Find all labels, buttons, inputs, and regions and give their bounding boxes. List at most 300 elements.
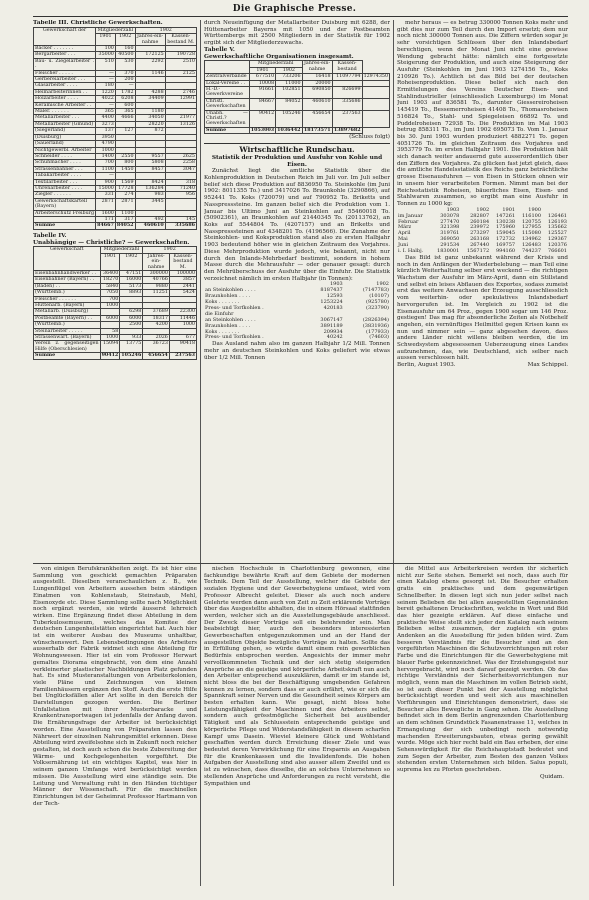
table5-row-sum-cell: Summe: [205, 127, 250, 133]
months-cell: 260184: [470, 218, 490, 225]
table3-row-cell: —: [96, 102, 116, 108]
table4-row-cell: (Baden) . .: [34, 283, 101, 289]
table4-row-cell: 6298: [120, 309, 143, 315]
table3-row-cell: 35000: [96, 52, 116, 58]
months-cell: 263168: [470, 236, 490, 243]
table4-row-cell: 1000: [169, 322, 196, 328]
table5-col-header: Mitgliederzahl: [249, 61, 302, 67]
table3-row: [34, 58, 197, 70]
table3-row-cell: 2125: [165, 70, 196, 76]
table5-row-cell: 11097794: [332, 74, 362, 80]
months-cell: 1830001: [437, 248, 460, 255]
table3-label: Tabelle III.: [33, 20, 69, 26]
table3-col-header: Gewerkschaft der: [34, 27, 96, 45]
table4-col-header: 1901: [100, 253, 120, 270]
table5-row-cell: Lokal-Vereine . .: [205, 80, 250, 86]
table4-row-cell: 7050: [100, 290, 120, 296]
table4-col-header: Mitgliederzahl: [100, 247, 143, 253]
trade-cell: 8187437: [320, 287, 343, 294]
table3-row-cell: 100: [96, 46, 116, 52]
section-divider: [33, 563, 568, 564]
table3-row-cell: 4288: [135, 89, 165, 95]
table3-row-cell: (Duisburg): [34, 134, 96, 140]
trade-cell: (2826394): [362, 316, 389, 323]
table3-row-cell: 983: [135, 192, 165, 198]
table3-row-cell: 1180: [135, 109, 165, 115]
table3-row-cell: Arbeiterschutz Freiburg: [35, 210, 95, 216]
table3-row-cell: 4400: [96, 115, 116, 121]
right-top-text: mehr heraus — es betrug 330000 Tonnen Koks mehr und gibt dies nur zum Teil durch den Import ersetzt; dem nur noch nicht 300000 Tonnen aus. Die Ziffern würden sogar je sehr vorsichtigen Schlüssen über den Inlandsbedarf berechtigen, wenn der Monat Juni nicht eine gewisse Wendung gebracht hätte: nämlich eine fortgesetzte Steigerung der Produktion, und auch eine Steigerung der Ausfuhr (Steinkohlen im Juni 1903 1274156 To., Koks 210926 To.). Achtlich ist das Bild bei der deutschen Roheisenproduktion. Diese belief sich nach den Ermittelungen des Vereins Deutscher Eisen- und Stahlindustrieller (einschliesslich Luxemburgs) im Monat Juni 1903 auf 836581 To., darunter Giessereiroheisen 145419 To., Bessemerroheisen 41408 To., Thomasroheisen 516824 To., Stahl- und Spiegeleisen 66892 To. und Puddelroheisen 72938 To. Die Produktion im Mai 1903 betrug 858311 To., im Juni 1902 695073 To. Vom 1. Januar bis 30. Juni 1903 wurden produziert 4882271 To. gegen 4051726 To. im gleichen Zeitraum des Vorjahres und 3953779 To. im ersten Halbjahr 1901. Die Produktion hält sich danach weiter andauernd gute ausserordentlich über den Ziffern des Vorjahres. Zu glücken fast jetzt gleich, dass die amtliche Handelsstatistik des Reichs ganz beträchtliche grosse Eisenausfuhren — von Eisen in Stücken ohnen wir in unsem hier verarbeiteten Formen. Nimmt man bei der Reichsstatistik Roheisen, bäuerliches Eisen, Eisen- und Stahlwaren zusammen, so ergibt man eine Ausfuhr in Tonnen zu 1000 kg:: [397, 20, 568, 207]
bottom-middle-column: [204, 566, 390, 886]
table3-row-sum-cell: 335686: [165, 223, 196, 229]
months-cell: 994160: [496, 248, 516, 255]
table5-row-cell: 84052: [276, 98, 302, 110]
table5-row: [205, 98, 390, 110]
table3-row-cell: 2292: [135, 58, 165, 70]
table4-row-cell: 8893: [120, 290, 143, 296]
table3-row-cell: 21977: [165, 115, 196, 121]
table4-row-cell: (Württemb.): [34, 322, 101, 328]
table4-row-cell: 47151: [120, 271, 143, 277]
table5-row: [205, 87, 390, 99]
table4-label: Tabelle IV.: [33, 232, 67, 239]
table5-row-cell: 460610: [302, 98, 332, 110]
table4-row-cell: 1000: [100, 303, 120, 309]
table4: [33, 246, 197, 359]
table3-row-cell: 370: [115, 70, 135, 76]
table5-row-cell: 91661: [249, 87, 275, 99]
right-column: [397, 20, 568, 560]
table3-row-cell: 9557: [135, 153, 165, 159]
months-cell: 115080: [521, 230, 542, 237]
months-cell: 277470: [440, 218, 460, 225]
table5-row-cell: 733206: [276, 74, 302, 80]
table4-row-cell: 58: [100, 328, 120, 334]
table3-row-cell: Bäcker . . . . . . .: [34, 46, 96, 52]
table5-row-cell: Christl. Gewerkschaften: [205, 98, 250, 110]
table5-col-header: Kassen-bestand: [332, 61, 362, 74]
trade-cell: an Steinkohlen . . . .: [205, 287, 256, 294]
table3-row-cell: 2746: [165, 89, 196, 95]
table5-row-cell: 20000: [302, 80, 332, 86]
table3-row-cell: 1100: [96, 166, 116, 172]
months-header-cell: 1901: [502, 206, 516, 213]
table3-row-cell: (Sauerland): [34, 141, 96, 147]
months-cell: Februar: [398, 218, 419, 225]
table3-row-cell: 872: [135, 128, 165, 134]
table3-row-cell: 1782: [115, 89, 135, 95]
trade-cell: 209934: [323, 328, 343, 335]
section-tail: Das Ausland nahm also im ganzen Halbjahr 1/2 Mill. Tonnen mehr an deutschen Steinkohlen und Koks geliefert wie etwas über 1/2 Mill. Tonnen: [204, 341, 390, 361]
months-cell: 135662: [547, 224, 567, 231]
table3-row-cell: 1450: [115, 166, 135, 172]
months-cell: April: [398, 230, 411, 237]
table4-row-sum-cell: 456654: [143, 353, 170, 359]
table3-col-header: Mitgliederzahl: [97, 27, 134, 33]
table4-row-cell: 37689: [143, 309, 170, 315]
table3-row-cell: 318: [165, 179, 196, 185]
table4-row-cell: 22300: [169, 309, 196, 315]
table3-row-cell: Holzarbeiter . . . .: [34, 96, 96, 102]
table4-row-cell: 1000: [100, 335, 120, 341]
table3-row-cell: 2510: [165, 58, 196, 70]
table4-row-cell: Strassenwärt. (Bayern): [34, 335, 101, 341]
table4-row-cell: 100000: [169, 271, 196, 277]
table3-row-cell: 40500: [115, 52, 135, 58]
table3-row-cell: Nichtgewerbl. Arbeiter: [34, 147, 96, 153]
table3-row-cell: [165, 198, 196, 210]
table3-row-cell: Schuhmacher . . . .: [34, 160, 96, 166]
table3-row-cell: 2871: [96, 198, 116, 210]
column-rule: [393, 20, 394, 886]
table3-row-cell: 1000: [96, 147, 116, 153]
table3-row: [34, 198, 197, 210]
table3-row-cell: 1146: [135, 70, 165, 76]
table3-row-cell: 200: [115, 77, 135, 83]
trade-cell: an Steinkohlen . . . .: [205, 316, 256, 323]
table3-row-cell: 3273: [96, 121, 116, 127]
table3-row-cell: 1600: [96, 210, 116, 216]
table5-row-cell: 237563: [332, 110, 362, 127]
table3-row-cell: 34050: [135, 115, 165, 121]
trade-cell: Press- und Torfkohlen .: [205, 334, 264, 341]
trade-body: [204, 282, 390, 341]
table5-row-cell: 12974350: [363, 74, 388, 80]
table4-row-cell: 2441: [169, 283, 196, 289]
table5-row-sum-cell: 1036442: [277, 126, 301, 133]
table4-row-cell: 700: [100, 296, 120, 302]
months-cell: 130238: [496, 218, 516, 225]
months-cell: 1567172: [466, 248, 490, 255]
trade-header-cell: 1902: [376, 281, 389, 288]
table3-row-cell: 492: [135, 216, 165, 222]
signature-author: Max Schippel.: [527, 362, 568, 369]
table5-title: [204, 47, 390, 61]
trade-cell: Braunkohlen . . . .: [205, 322, 251, 329]
column-rule: [200, 20, 201, 886]
table3-row-cell: 8424: [135, 179, 165, 185]
table3-row-cell: 800: [115, 160, 135, 166]
trade-cell: (10107): [369, 293, 389, 300]
table4-row-cell: Eisenbahner (Bayern) . .: [34, 277, 101, 283]
table3-row-cell: 4022: [96, 96, 116, 102]
table5-row-cell: [362, 98, 389, 110]
months-cell: Juni: [398, 242, 409, 249]
months-cell: Mai: [398, 236, 408, 243]
table5-row-cell: 335686: [332, 98, 362, 110]
table3-row-cell: 71240: [165, 185, 196, 191]
table3-row-cell: 1400: [96, 153, 116, 159]
table3-subtitle: Christliche Gewerkschaften.: [70, 20, 163, 26]
bottom-signature: Quidam.: [540, 773, 564, 780]
table3-row-cell: Schneider . . . .: [34, 153, 96, 159]
months-header-cell: 1903: [446, 206, 460, 213]
table3-row-cell: 700: [96, 160, 116, 166]
table3-row-cell: 1100: [115, 210, 135, 216]
table4-row-cell: 2500: [120, 322, 143, 328]
months-cell: 273297: [470, 230, 490, 237]
table3-row-cell: 28220: [135, 121, 165, 127]
table3-row-cell: (Siegerland): [34, 128, 96, 134]
months-table: [397, 208, 568, 255]
table5: [204, 60, 390, 134]
trade-cell: (925780): [366, 299, 389, 306]
months-cell: 120755: [521, 218, 542, 225]
mid-intro-text: durch Neueinfügung der Metallarbeiter Duisburg mit 6288, der Hüttenarbeiter Bayerns mit 1050 und der Postbeamten Württembergs mit 2500 Mitgliedern in der Statistik für 1902 ergibt sich der Mitgliederzuwachs.: [204, 20, 390, 47]
table3-row-cell: —: [96, 173, 116, 179]
trade-cell: 3067147: [320, 316, 343, 323]
table4-col-header: 1902: [143, 247, 197, 253]
months-cell: 147261: [496, 212, 516, 219]
table4-row-cell: Eisenbahnhandwerker . .: [34, 271, 101, 277]
table3-row-cell: Textilarbeiter . . .: [34, 179, 96, 185]
table3-row-cell: 190728: [165, 52, 196, 58]
table3-row-cell: Gerbereiarbeiter . . .: [34, 77, 96, 83]
bottom-right-text: die Mittel aus Arbeiterkreisen werden ihr sicherlich nicht zur Seite stehen. Bemerkt sei noch, dass auch für einen Katalog ebens gesorgt ist. Die Besucher erhalten gratis ein praktisches und dem gegenwärtigen Schnellbefter. In diesen legt sich nun jeder selbst nach seinem Belieben die bei allen ausgestellten Gegenständen bereit gehaltenen Druckschriften, welche in Wort und Bild das hier gezeigte erklären. Auf diese einfache und praktische Weise stellt sich jeder den Katalog nach seinem Belieben selbst zusammen, der zugleich ein gutes Andenken an die Ausstellung für jeden bilden wird. Zum besseren Verständnis für die Besucher sind an den vorgeführten Maschinen die Schutzvorrichtungen mit roter Farbe und die Einrichtungen für die Gewerbehygiene mit blauer Farbe gekennzeichnet. Was der Erziehungsgeist nur hervorgebracht, wird noch darauf gezeigt werden. Ob das richtige Verständnis der Sicherheitsvorrichtungen nur möglich, wenn man die Maschinen im vollen Betrieb sieht, so ist auch dieser Punkt bei der Ausstellung möglichst berücksichtigt worden und weit sich aus maschinellen Vorführungen und Einrichtungen demonstriert, dass sie Besucher alles Bewegliche in Gang sehen. Die Ausstellung befindet sich in dem Berlin angrenzenden Charlottenburg an dem schönen Grundstück Fasanenstrasse 11, welches in Ermangelung der sich unbedingt noch notwendig machenden Erweiterungsbauten, etwas gering gewählt wurde. Möge sich hier recht bald ein Bau erheben, der eine Sehenswürdigkeit für die Reichshauptstadt bedeutet und zum Segen der Arbeiter, zum Besten des ganzen Volkes stehenden ersten Unternehmen sich bilden. Salus populi, suprema lex zu Pforten geschrieben.: [397, 566, 568, 774]
table3-row-cell: 34409: [135, 96, 165, 102]
table3-row-cell: 180: [96, 83, 116, 89]
trade-cell: (7147783): [362, 287, 389, 294]
table4-row-cell: Steinarbeiter . . . . .: [34, 328, 101, 334]
months-cell: 169757: [496, 242, 516, 249]
table3-row-cell: 510: [96, 58, 116, 70]
trade-cell: 1253224: [320, 299, 343, 306]
table4-row-cell: Fleischer . . . . . .: [34, 296, 101, 302]
months-cell: 282807: [470, 212, 490, 219]
table4-row: [34, 341, 197, 353]
trade-cell: 420183: [323, 304, 343, 311]
bottom-left-column: [33, 566, 197, 886]
table4-row-cell: (Württemb.): [34, 290, 101, 296]
table3-row-cell: 171: [96, 216, 116, 222]
table3-row-cell: 6208: [115, 96, 135, 102]
table4-row-cell: 16000: [120, 277, 143, 283]
table5-row-cell: 102851: [276, 87, 302, 99]
table3-row-cell: 900: [96, 179, 116, 185]
table5-body: [205, 74, 390, 134]
table3-row-cell: Maler. . . . . . .: [34, 109, 96, 115]
months-cell: März: [398, 224, 412, 231]
months-cell: 134962: [521, 236, 542, 243]
bottom-middle-text: nischen Hochschule in Charlottenburg gewonnen, eine fachkundige bewährte Kraft auf dem Gebiete der modernen Technik. Dem Teil der Ausstellung, welcher die Gebiete der sozialen Hygiene und der Gewerbehygiene umfasst, wird vom Professor Albrecht geleitet. Dieser als auch noch andere Gelehrte werden dann auch von Zeit zu Zeit erklärende Vorträge über das Ausgestellte abhalten, die in einem Hörsaal stattfinden werden, welcher sich an die Ausstellungsgebäude anschliesst. Der Zweck dieser Vorträge soll ein belehrender sein. Man beabsichtigt hier, auch den besonders interessierten Gewerbeschaften entgegenzukommen und an der Hand der ausgestellten Objekte bezügliche Vorträge zu halten. Sollte das in Erfüllung gehen, so würde damit einem rein gewerblichen Bedürfnis entsprochen werden. Angesichts der immer mehr vervollkommneten Technik und der sich stetig steigernden Ansprüche an die geistige und körperliche Arbeitskraft nun auch den Arbeiter entsprechend auszuklären, damit er im stande ist, nicht bloss die bei der Beschäftigung umgebenden Gefahren kennen zu lernen, sondern dass er auch erfährt, wie er sich die Spannkraft seiner Nerven und die Gesundheit seines Körpers am besten erhalten kann. Wie gesagt, nicht bloss hohe Leistungsfähigkeit der Maschinen und des Arbeiters selbst, sondern auch grösstmögliche Sicherheit bei ausübender Tätigkeit und als Schlussstein entsprechende geistige und körperliche Pflege und Widerstandsfähigkeit in diesem scharfen Kampf ums Dasein. Wieviel kleinere Glück und Wohlstand geschaffen werden durch Erreichung dieser Ziele und was bedeutet deren Verwirklichung für eine Ersparnis an Ausgaben für die Krankenkassen und die Invalidenfonds. Die hohen Aufgaben der Ausstellung sind also ausser allem Zweifel und es ist zu wünschen, dass dieselbe, die an solches Unternehmen so stellenden Ansprüche und Anforderungen zu recht versteht, die Sympathien und: [204, 566, 390, 787]
table5-row-cell: [362, 110, 389, 127]
table3-col-header: 1901: [96, 34, 116, 46]
months-cell: 129367: [547, 236, 567, 243]
table3-row-cell: Keramische Arbeiter . .: [34, 102, 96, 108]
table3-row-cell: Fleischer . . . . .: [34, 70, 96, 76]
table4-row-cell: 5173: [120, 283, 143, 289]
table4-row-sum-cell: 105246: [121, 352, 142, 359]
table3-row-cell: Bergarbeiter . . .: [34, 52, 96, 58]
table5-row-sum-cell: 18173571: [303, 126, 331, 133]
trade-cell: (323790): [366, 304, 389, 311]
table5-subtitle: Gewerkschaftliche Organisationen insgesamt.: [204, 53, 354, 60]
page-header: Die Graphische Presse.: [232, 4, 357, 14]
table4-row-cell: 36400: [100, 271, 120, 277]
trade-header-cell: 1903: [329, 281, 343, 288]
table3-row-cell: 172125: [135, 52, 165, 58]
table3-row-cell: 365: [96, 109, 116, 115]
table3-row-cell: 274: [115, 192, 135, 198]
table3-row-sum-cell: 84667: [97, 222, 114, 229]
section-rule: [204, 143, 390, 144]
table4-row-sum-cell: 90412: [101, 352, 119, 359]
table3-row-cell: 137: [96, 128, 116, 134]
table5-row-sum-cell: 13897682: [333, 126, 361, 133]
table4-row-cell: 2026: [143, 335, 170, 341]
table3-row-sum-cell: Summe: [34, 223, 96, 229]
trade-cell: Koks . . . . . . .: [205, 299, 240, 306]
table4-row-cell: 18270: [100, 277, 120, 283]
months-cell: 120376: [547, 242, 567, 249]
table3-row-cell: —: [96, 70, 116, 76]
table4-col-header: Kassen-bestand M.: [169, 253, 196, 270]
months-header-cell: 1902: [476, 206, 490, 213]
table4-row-cell: Postbeamte (Bayern) . .: [34, 315, 101, 321]
table4-row-cell: 18317: [143, 315, 170, 321]
table3-row-cell: 317: [115, 216, 135, 222]
months-cell: 175960: [496, 224, 516, 231]
table5-row-cell: 105246: [276, 110, 302, 127]
months-cell: i. I. Halbj.: [398, 248, 424, 255]
table5-row-cell: 90412: [249, 110, 275, 127]
table3-col-header: Jahres-ein-nahme: [137, 34, 164, 45]
table3-row-cell: Heimarbeiterinnen . .: [34, 89, 96, 95]
trade-cell: Koks . . . . . . .: [205, 328, 240, 335]
table3-row-cell: Ziegler . . . . . .: [34, 192, 96, 198]
table5-row-cell: 10008: [249, 80, 275, 86]
table3-row-cell: 1569: [115, 179, 135, 185]
table3-row-cell: 4666: [115, 115, 135, 121]
table4-row-cell: Verein z. gegenseitigen Hilfe (Oberschlesien): [35, 341, 99, 352]
table3-row-sum-cell: 84052: [116, 222, 134, 229]
table4-row-cell: 5424: [169, 290, 196, 296]
table4-row-cell: 300000: [143, 271, 170, 277]
section-paragraph: Zunächst liegt die amtliche Statistik über die Kohlenproduktion in Deutschen Reich im Juli vor. Im Juli selber belief sich diese Produktion auf 8836950 To. Steinkohle (im Juni 1902: 8011355 To.) und 3417026 To. Braunkohle (3290866), auf 952441 To. Koks (720079) und auf 790952 To. Briketts und Nasspresssteine. Im ganzen belief sich die Produktion vom 1. Januar bis Ultimo Juni an Steinkohlen auf 55460018 To. (50902361), an Braunkohlen auf 21440345 To. (20113762), an Koks auf 5544804 To. (4207157) und an Briketts und Nasspresssteinen auf 4348201 To. (4196566). Die Zunahme der Steinkohlen- und Koksproduktion stand also zu ersten Halbjahr 1903 bedeutend höher wie in gleichen Zeitraum des Vorjahres. Diese Mehrproduktion wurde jedoch, wie bekannt, nicht nur durch den Inlands-Mehrbedarf bestimmt, sondern in hohem Masse durch die Mehrausfuhr — oder genauer gesagt: durch den Mehrüberschuss der Ausfuhr über die Einfuhr. Die Statistik verzeichnet nämlich im ersten Halbjahr (in Tonnen):: [204, 168, 390, 282]
table4-row-sum-cell: Summe: [34, 353, 101, 359]
months-cell: 321398: [440, 224, 460, 231]
table4-col-header: Gewerkschaft: [34, 247, 101, 271]
table5-row-cell: [362, 87, 389, 99]
months-cell: 369050: [440, 236, 460, 243]
table5-row-cell: 84667: [249, 98, 275, 110]
months-cell: 126461: [547, 212, 567, 219]
table4-col-header: Jahres-ein-nahme: [143, 253, 170, 270]
table4-row-cell: 4200: [143, 322, 170, 328]
table4-row-cell: 11446: [169, 315, 196, 321]
table3-row-sum-cell: 460610: [135, 223, 165, 229]
table5-row-cell: 690850: [302, 87, 332, 99]
table4-row-cell: 3857: [169, 277, 196, 283]
table3-body: [34, 46, 197, 230]
table5-note: (Schluss folgt): [349, 134, 390, 141]
table4-row-cell: 5840: [100, 283, 120, 289]
table3-row-sum: [34, 223, 197, 229]
table3-row-cell: 2258: [165, 160, 196, 166]
table3-row-cell: 1220: [96, 89, 116, 95]
bottom-right-column: [397, 566, 568, 886]
table3-row-cell: 17728: [115, 185, 135, 191]
table3-col-header: 1902: [135, 27, 196, 33]
table5-row-cell: 16418: [302, 74, 332, 80]
table3-row-cell: 145: [165, 216, 196, 222]
table4-row-cell: 6000: [120, 315, 143, 321]
table3-row-cell: —: [115, 83, 135, 89]
table5-row-cell: 456654: [302, 110, 332, 127]
table3-col-header: 1902: [115, 34, 135, 46]
months-cell: 766601: [547, 248, 567, 255]
table5-row-cell: 11000: [276, 80, 302, 86]
table3-row-cell: 530: [115, 58, 135, 70]
table3-row-cell: 13126: [165, 121, 196, 127]
table4-row-sum-cell: 237563: [169, 353, 196, 359]
table3-row-cell: 136284: [135, 185, 165, 191]
months-cell: 744237: [521, 248, 542, 255]
table3-row-cell: 8457: [135, 166, 165, 172]
table4-row-sum: [34, 353, 197, 359]
table5-row-cell: H.-D.-Gewerkvereine: [205, 87, 250, 99]
trade-cell: (177933): [366, 328, 389, 335]
table5-col-header: [205, 61, 250, 74]
table4-row-cell: 6000: [100, 315, 120, 321]
table4-row-cell: 13775: [120, 341, 143, 353]
table3-row-cell: 160: [115, 46, 135, 52]
months-cell: 303078: [440, 212, 460, 219]
table4-row-cell: 15094: [100, 341, 120, 353]
trade-cell: 12593: [326, 293, 343, 300]
table3-row-cell: 365: [115, 109, 135, 115]
table3-row-cell: 2871: [115, 198, 135, 210]
months-cell: 116100: [521, 212, 542, 219]
months-cell: 267440: [470, 242, 490, 249]
months-cell: 127955: [521, 224, 542, 231]
right-mid-text: Das Bild ist ganz unbekannt während der Krisis und noch in den Anfängen der Wiederbelebung — man Teil eine kürzlich Weiterhaltung selber erst weckend — die richtigen Wachstum der Ausfuhr im März-April, dann ein Stillstand und selbst ein leises Abflauen des Exportes, sodass zumeist erst das weitere Anwachsen der Erzeugung ausschliesslich vom weiterhin- oder spekulatives Inlandsbedarf hervorgerufen ist. Im Vergleich zu 1902 ist die Eisenausfuhr um 64 Proz., gegen 1900 sogar um 146 Proz. gestiegen! Das mag für absonderliche Zeiten als Notbehelf angehen, ein vernünftiges Heilmittel gegen Krisen kann es nun und nimmer sein — ganz abgesehen davon, dass andere Länder nicht willens bleiben werden, die im Schwedsystem abgesessenen Ueberzeugung eines Landes aufzunehmen, das, wie Deutschland, sich selber nach aussen verschlossen hält.: [397, 254, 568, 362]
table5-row-cell: 677510: [249, 74, 275, 80]
trade-cell: (74603): [369, 334, 389, 341]
left-tables-column: [33, 20, 197, 560]
trade-cell: die Einfuhr: [205, 310, 234, 317]
table3-row-cell: 127: [115, 128, 135, 134]
table5-row-cell: Zentralverbände: [205, 74, 250, 80]
table3-row-cell: Strassenbahner . . .: [34, 166, 96, 172]
table3-row-cell: 4790: [96, 141, 116, 147]
months-body: [397, 208, 568, 255]
table4-row-cell: Metallarb. (Duisburg): [34, 309, 101, 315]
trade-cell: (3831936): [362, 322, 389, 329]
table5-col-header: 1902: [276, 67, 302, 73]
section-title: Wirtschaftliche Rundschau.: [239, 144, 355, 154]
trade-table: [204, 282, 390, 341]
table5-row: [205, 110, 390, 127]
table3-row-cell: 600: [115, 102, 135, 108]
table5-label: Tabelle V.: [204, 46, 235, 53]
table3-col-header: Kassen-bestand M.: [165, 34, 196, 46]
trade-cell: 40242: [326, 334, 343, 341]
table3: [33, 27, 197, 230]
section-subtitle: Statistik der Produktion und Ausfuhr von Kohle und Eisen.: [211, 154, 383, 168]
table3-row-cell: 3950: [96, 134, 116, 140]
table4-row-cell: 9880: [143, 283, 170, 289]
table4-row-cell: 40766: [143, 277, 170, 283]
table3-row-cell: 15000: [96, 185, 116, 191]
table4-row-cell: Hüttenarb. (Bayern): [34, 303, 101, 309]
months-cell: im Januar: [398, 212, 423, 219]
table3-title: [33, 20, 197, 27]
table3-row-cell: Metallarbeiter . . .: [34, 115, 96, 121]
table3-row-cell: Bau- u. Ziegelarbeiter . .: [35, 58, 95, 70]
middle-column: [204, 20, 390, 560]
table5-col-header: Jahres-ein-nahme: [303, 61, 331, 72]
